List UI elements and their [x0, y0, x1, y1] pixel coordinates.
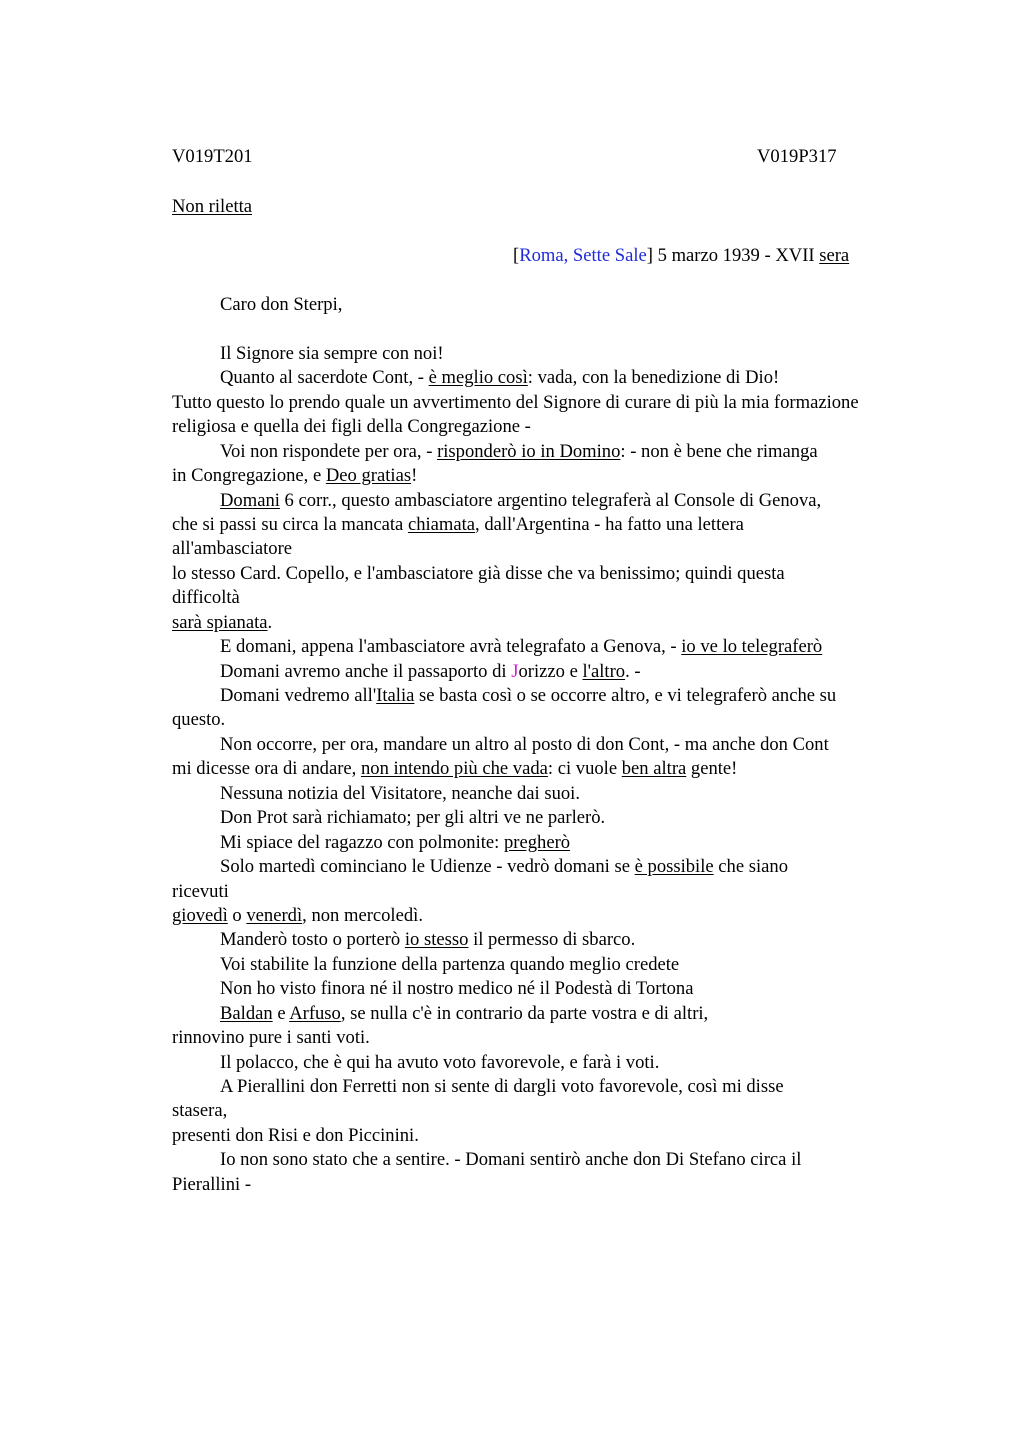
dateline-place: Roma, Sette Sale — [519, 245, 647, 266]
body-line: Il polacco, che è qui ha avuto voto favorevole, e farà i voti. — [220, 1052, 660, 1073]
body-line: Manderò tosto o porterò io stesso il permesso di sbarco. — [220, 929, 636, 950]
body-line: all'ambasciatore — [172, 538, 293, 559]
body-line: Tutto questo lo prendo quale un avvertimento del Signore di curare di più la mia formazione — [172, 392, 859, 413]
status-note: Non riletta — [172, 196, 253, 217]
body-line: Voi stabilite la funzione della partenza quando meglio credete — [220, 954, 680, 975]
body-line: Domani vedremo all'Italia se basta così o se occorre altro, e vi telegraferò anche su — [220, 685, 837, 706]
document-code-right: V019P317 — [757, 146, 837, 167]
body-line: Non ho visto finora né il nostro medico né il Podestà di Tortona — [220, 978, 694, 999]
dateline-time: sera — [819, 245, 850, 266]
body-line: Voi non rispondete per ora, - risponderò io in Domino: - non è bene che rimanga — [220, 441, 818, 462]
dateline: [Roma, Sette Sale] 5 marzo 1939 - XVII sera — [513, 245, 850, 266]
body-line: E domani, appena l'ambasciatore avrà telegrafato a Genova, - io ve lo telegraferò — [220, 636, 823, 657]
body-line: stasera, — [172, 1100, 228, 1121]
body-line: Solo martedì cominciano le Udienze - vedrò domani se è possibile che siano — [220, 856, 788, 877]
body-line: difficoltà — [172, 587, 240, 608]
body-line: Baldan e Arfuso, se nulla c'è in contrario da parte vostra e di altri, — [220, 1003, 709, 1024]
body-line: Io non sono stato che a sentire. - Domani sentirò anche don Di Stefano circa il — [220, 1149, 802, 1170]
body-line: Domani avremo anche il passaporto di Jorizzo e l'altro. - — [220, 661, 641, 682]
body-line: Nessuna notizia del Visitatore, neanche dai suoi. — [220, 783, 580, 804]
body-line: ricevuti — [172, 881, 229, 902]
body-line: Mi spiace del ragazzo con polmonite: pregherò — [220, 832, 571, 853]
body-line: che si passi su circa la mancata chiamata, dall'Argentina - ha fatto una lettera — [172, 514, 744, 535]
body-line: sarà spianata. — [172, 612, 273, 633]
body-line: Il Signore sia sempre con noi! — [220, 343, 444, 364]
body-line: Don Prot sarà richiamato; per gli altri ve ne parlerò. — [220, 807, 606, 828]
dateline-date: 5 marzo 1939 - XVII — [652, 245, 820, 266]
body-line: questo. — [172, 709, 226, 730]
document-code-left: V019T201 — [172, 146, 253, 167]
body-line: religiosa e quella dei figli della Congregazione - — [172, 416, 531, 437]
body-line: Non occorre, per ora, mandare un altro al posto di don Cont, - ma anche don Cont — [220, 734, 829, 755]
body-line: A Pierallini don Ferretti non si sente di dargli voto favorevole, così mi disse — [220, 1076, 784, 1097]
body-line: lo stesso Card. Copello, e l'ambasciatore già disse che va benissimo; quindi questa — [172, 563, 785, 584]
body-line: Pierallini - — [172, 1174, 252, 1195]
body-line: giovedì o venerdì, non mercoledì. — [172, 905, 423, 926]
body-line: Quanto al sacerdote Cont, - è meglio così: vada, con la benedizione di Dio! — [220, 367, 780, 388]
body-line: rinnovino pure i santi voti. — [172, 1027, 370, 1048]
body-line: in Congregazione, e Deo gratias! — [172, 465, 418, 486]
body-line: mi dicesse ora di andare, non intendo più che vada: ci vuole ben altra gente! — [172, 758, 738, 779]
body-line: Domani 6 corr., questo ambasciatore argentino telegraferà al Console di Genova, — [220, 490, 822, 511]
body-line: presenti don Risi e don Piccinini. — [172, 1125, 419, 1146]
salutation: Caro don Sterpi, — [220, 294, 343, 315]
